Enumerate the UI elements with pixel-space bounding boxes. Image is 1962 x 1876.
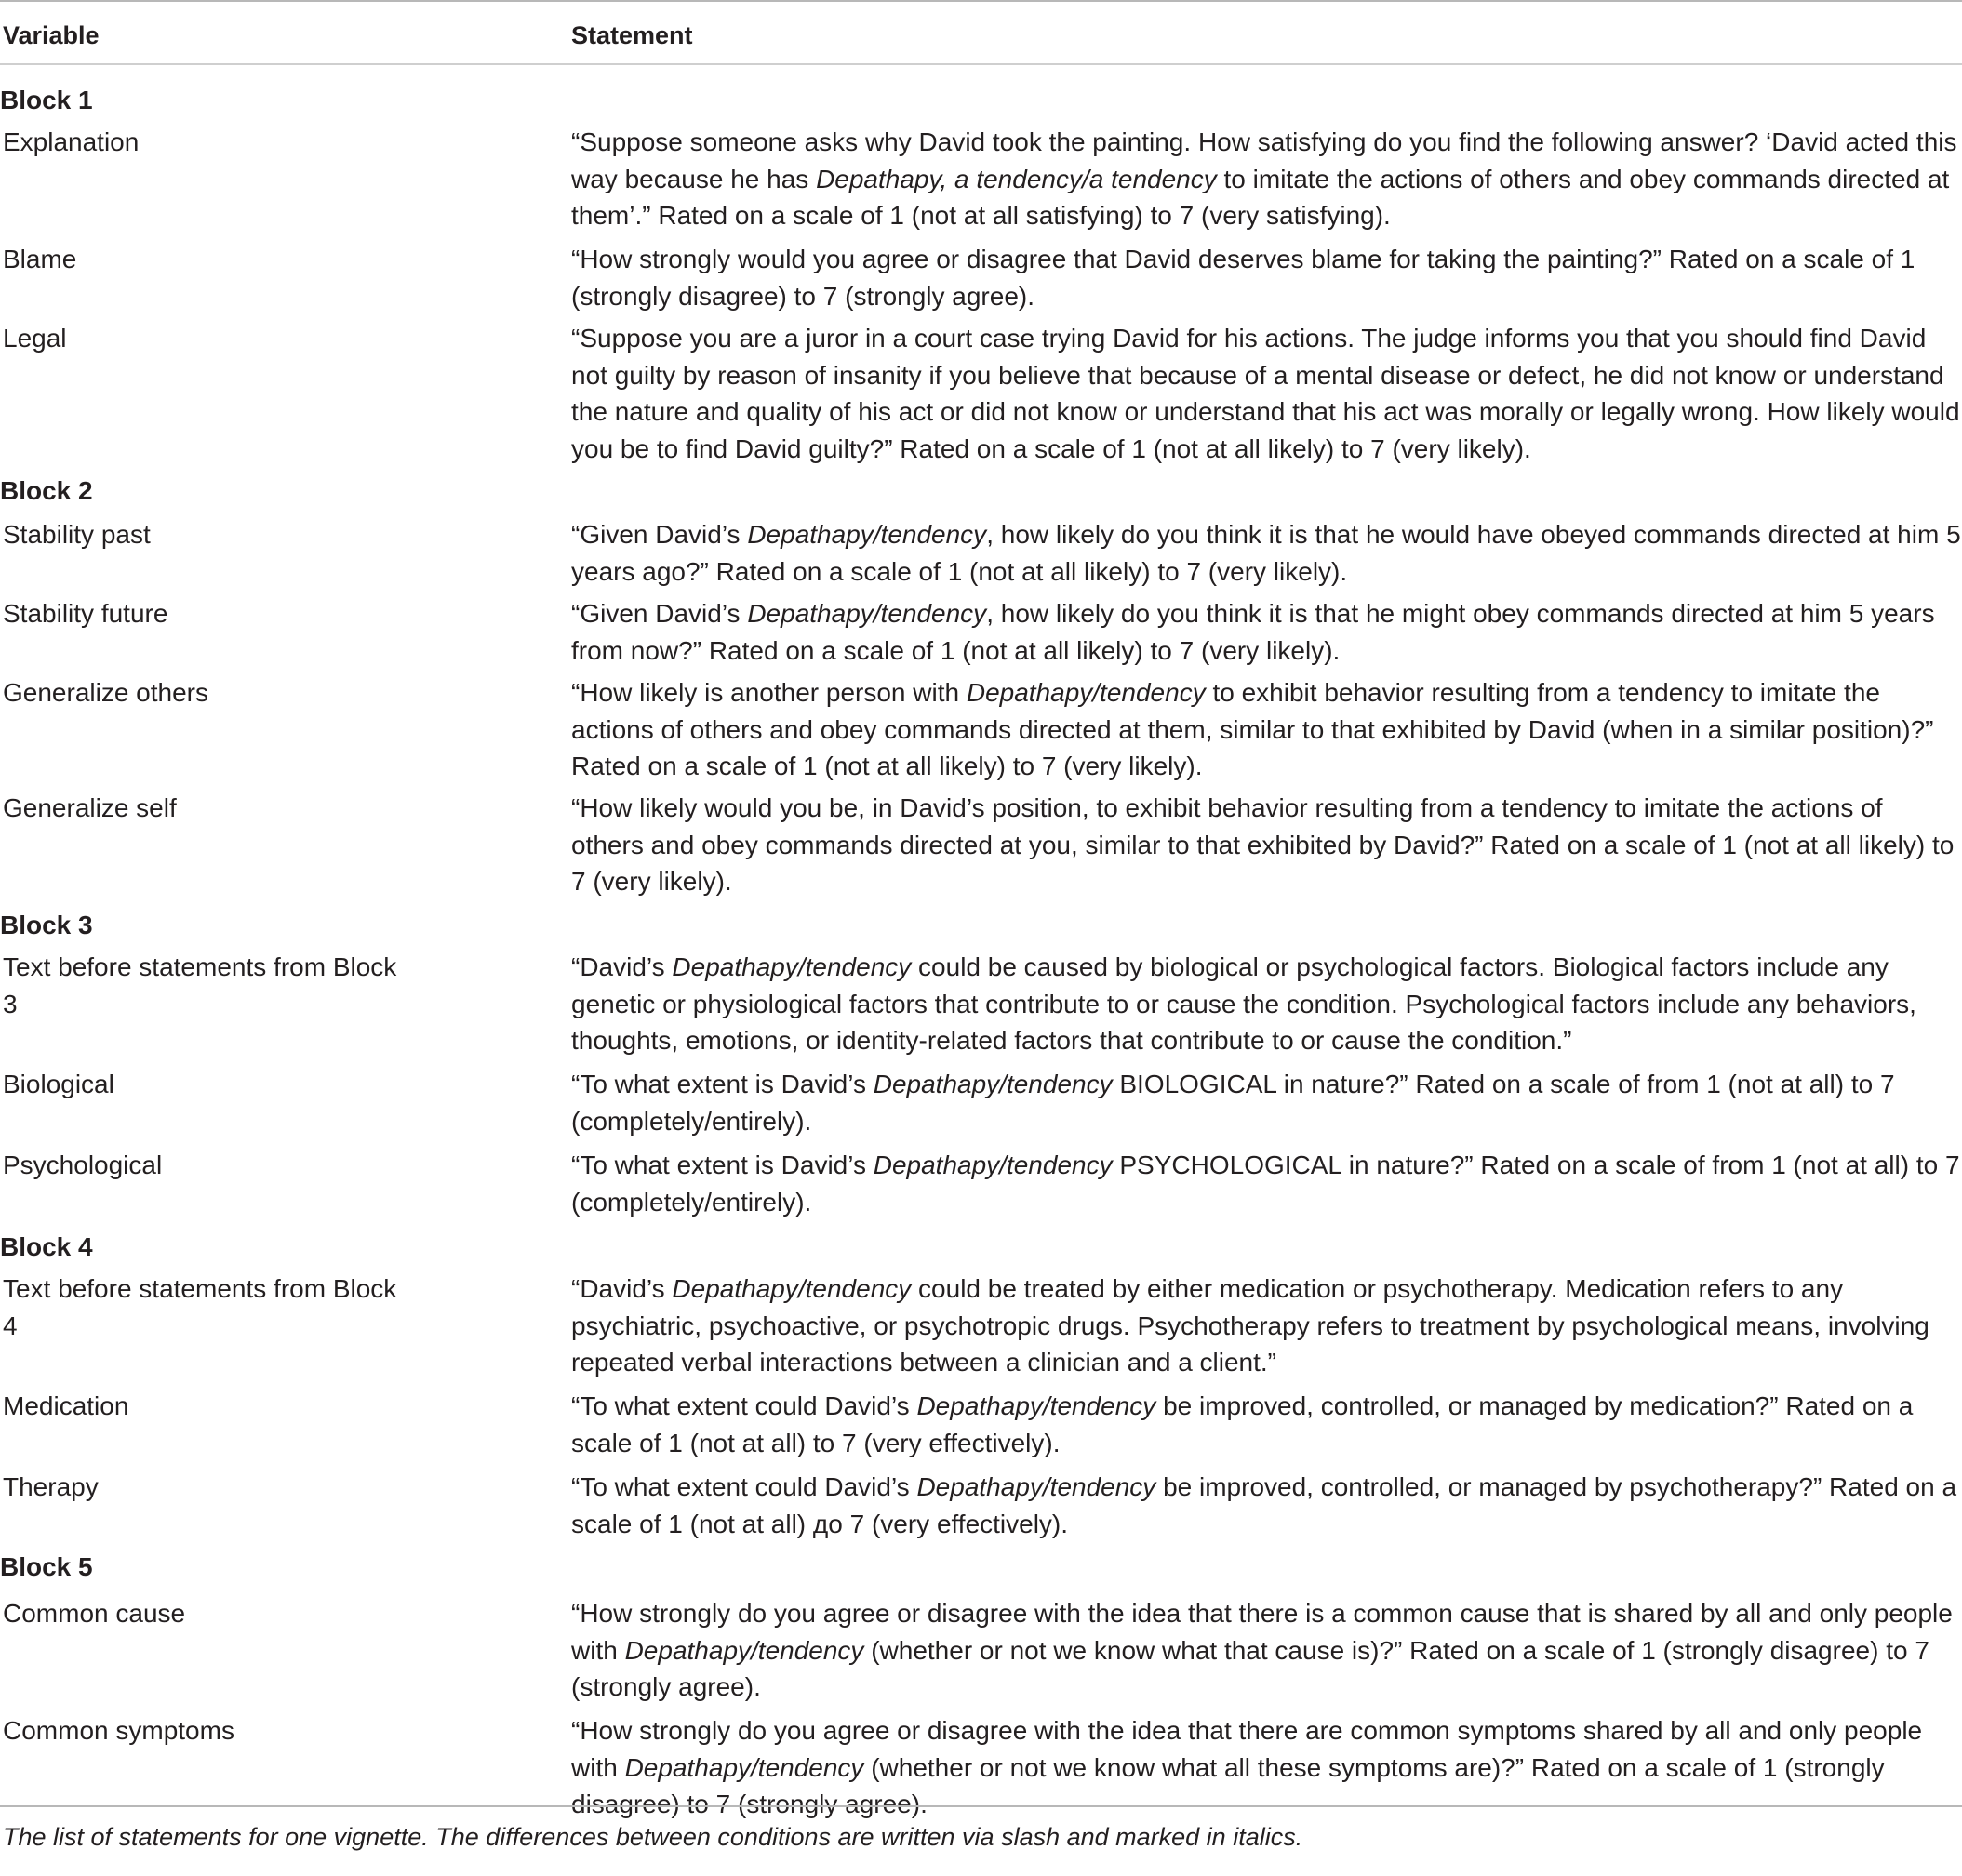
variable-cell: Legal xyxy=(3,324,67,353)
block-2-heading: Block 2 xyxy=(0,476,93,505)
statement-cell: “David’s Depathapy/tendency could be caused by biological or psychological factors. Biological factors include any genetic or physiological factors that contribute to or cause the condition. Psychological factors include any behaviors, thoughts, emotions, or identity-related factors that contribute to or cause the condition.” xyxy=(571,952,1916,1055)
statement-cell: “How strongly would you agree or disagree that David deserves blame for taking the painting?” Rated on a scale of 1 (strongly disagree) to 7 (strongly agree). xyxy=(571,245,1915,311)
table-header xyxy=(0,0,1962,65)
variable-cell: Text before statements from Block 3 xyxy=(3,952,397,1018)
statement-cell: “Suppose someone asks why David took the painting. How satisfying do you find the following answer? ‘David acted this way because he has Depathapy, a tendency/a tendency to imitate the actions of others and obey commands directed at them’.” Rated on a scale of 1 (not at all satisfying) to 7 (very satisfying). xyxy=(571,127,1957,230)
statement-cell: “To what extent is David’s Depathapy/tendency PSYCHOLOGICAL in nature?” Rated on a scale of from 1 (not at all) to 7 (completely/entirely). xyxy=(571,1151,1960,1217)
condition-variant-text: Depathapy/tendency xyxy=(747,520,987,549)
statement-cell: “To what extent could David’s Depathapy/tendency be improved, controlled, or managed by medication?” Rated on a scale of 1 (not at all) to 7 (very effectively). xyxy=(571,1391,1914,1457)
condition-variant-text: Depathapy/tendency xyxy=(672,1274,912,1303)
variable-cell: Common symptoms xyxy=(3,1716,234,1745)
condition-variant-text: Depathapy/tendency xyxy=(624,1635,864,1665)
column-header-statement: Statement xyxy=(571,21,693,49)
column-header-variable: Variable xyxy=(3,21,100,49)
condition-variant-text: Depathapy/tendency xyxy=(873,1151,1113,1179)
block-5-heading: Block 5 xyxy=(0,1552,93,1581)
statement-cell: “Given David’s Depathapy/tendency, how likely do you think it is that he would have obeyed commands directed at him 5 years ago?” Rated on a scale of 1 (not at all likely) to 7 (very likely). xyxy=(571,520,1961,586)
condition-variant-text: Depathapy/tendency xyxy=(624,1752,864,1782)
statement-cell: “To what extent is David’s Depathapy/tendency BIOLOGICAL in nature?” Rated on a scale of from 1 (not at all) to 7 (completely/entirely). xyxy=(571,1070,1895,1136)
statement-cell: “Given David’s Depathapy/tendency, how likely do you think it is that he might obey commands directed at him 5 years from now?” Rated on a scale of 1 (not at all likely) to 7 (very likely). xyxy=(571,599,1935,665)
variable-cell: Biological xyxy=(3,1070,114,1098)
variable-cell: Blame xyxy=(3,245,77,273)
condition-variant-text: Depathapy/tendency xyxy=(916,1472,1156,1501)
variable-cell: Therapy xyxy=(3,1472,99,1501)
statement-cell: “How strongly do you agree or disagree with the idea that there is a common cause that is shared by all and only people with Depathapy/tendency (whether or not we know what that cause is)?” Rated on a scale of 1 (strongly disagree) to 7 (strongly agree). xyxy=(571,1599,1953,1701)
condition-variant-text: Depathapy/tendency xyxy=(966,678,1206,707)
footnote-text: The list of statements for one vignette. The differences between conditions are written via slash and marked in italics. xyxy=(3,1823,1303,1851)
variable-cell: Stability future xyxy=(3,599,168,628)
statement-cell: “How strongly do you agree or disagree with the idea that there are common symptoms shared by all and only people with Depathapy/tendency (whether or not we know what all these symptoms are)?” Rated on a scale of 1 (strongly disagree) to 7 (strongly agree). xyxy=(571,1716,1923,1818)
variable-cell: Medication xyxy=(3,1391,129,1420)
condition-variant-text: Depathapy/tendency xyxy=(672,952,912,981)
variable-cell: Stability past xyxy=(3,520,151,549)
variable-cell: Generalize self xyxy=(3,793,177,822)
statement-cell: “How likely is another person with Depathapy/tendency to exhibit behavior resulting from a tendency to imitate the actions of others and obey commands directed at them, similar to that exhibited by David (when in a similar position)?” Rated on a scale of 1 (not at all likely) to 7 (very likely). xyxy=(571,678,1934,780)
block-1-heading: Block 1 xyxy=(0,86,93,114)
condition-variant-text: Depathapy/tendency xyxy=(873,1070,1113,1098)
statement-cell: “Suppose you are a juror in a court case trying David for his actions. The judge informs you that you should find David not guilty by reason of insanity if you believe that because of a mental disease or defect, he did not know or understand the nature and quality of his act or did not know or understand that his act was morally or legally wrong. How likely would you be to find David guilty?” Rated on a scale of 1 (not at all likely) to 7 (very likely). xyxy=(571,324,1960,463)
variable-cell: Psychological xyxy=(3,1151,163,1179)
statement-cell: “How likely would you be, in David’s position, to exhibit behavior resulting from a tendency to imitate the actions of others and obey commands directed at you, similar to that exhibited by David?” Rated on a scale of 1 (not at all likely) to 7 (very likely). xyxy=(571,793,1955,896)
condition-variant-text: Depathapy/tendency xyxy=(747,599,987,628)
variable-cell: Generalize others xyxy=(3,678,209,707)
statement-cell: “David’s Depathapy/tendency could be treated by either medication or psychotherapy. Medication refers to any psychiatric, psychoactive, or psychotropic drugs. Psychotherapy refers to treatment by psychological means, involving repeated verbal interactions between a clinician and a client.” xyxy=(571,1274,1929,1377)
variable-cell: Explanation xyxy=(3,127,140,156)
block-4-heading: Block 4 xyxy=(0,1232,93,1261)
variable-cell: Text before statements from Block 4 xyxy=(3,1274,397,1340)
block-3-heading: Block 3 xyxy=(0,911,93,939)
condition-variant-text: Depathapy/tendency xyxy=(916,1391,1156,1420)
table-footnote xyxy=(0,1805,1962,1876)
condition-variant-text: Depathapy, a tendency/a tendency xyxy=(816,164,1217,193)
statement-cell: “To what extent could David’s Depathapy/tendency be improved, controlled, or managed by psychotherapy?” Rated on a scale of 1 (not at all) до 7 (very effectively). xyxy=(571,1472,1957,1538)
variable-cell: Common cause xyxy=(3,1599,186,1628)
